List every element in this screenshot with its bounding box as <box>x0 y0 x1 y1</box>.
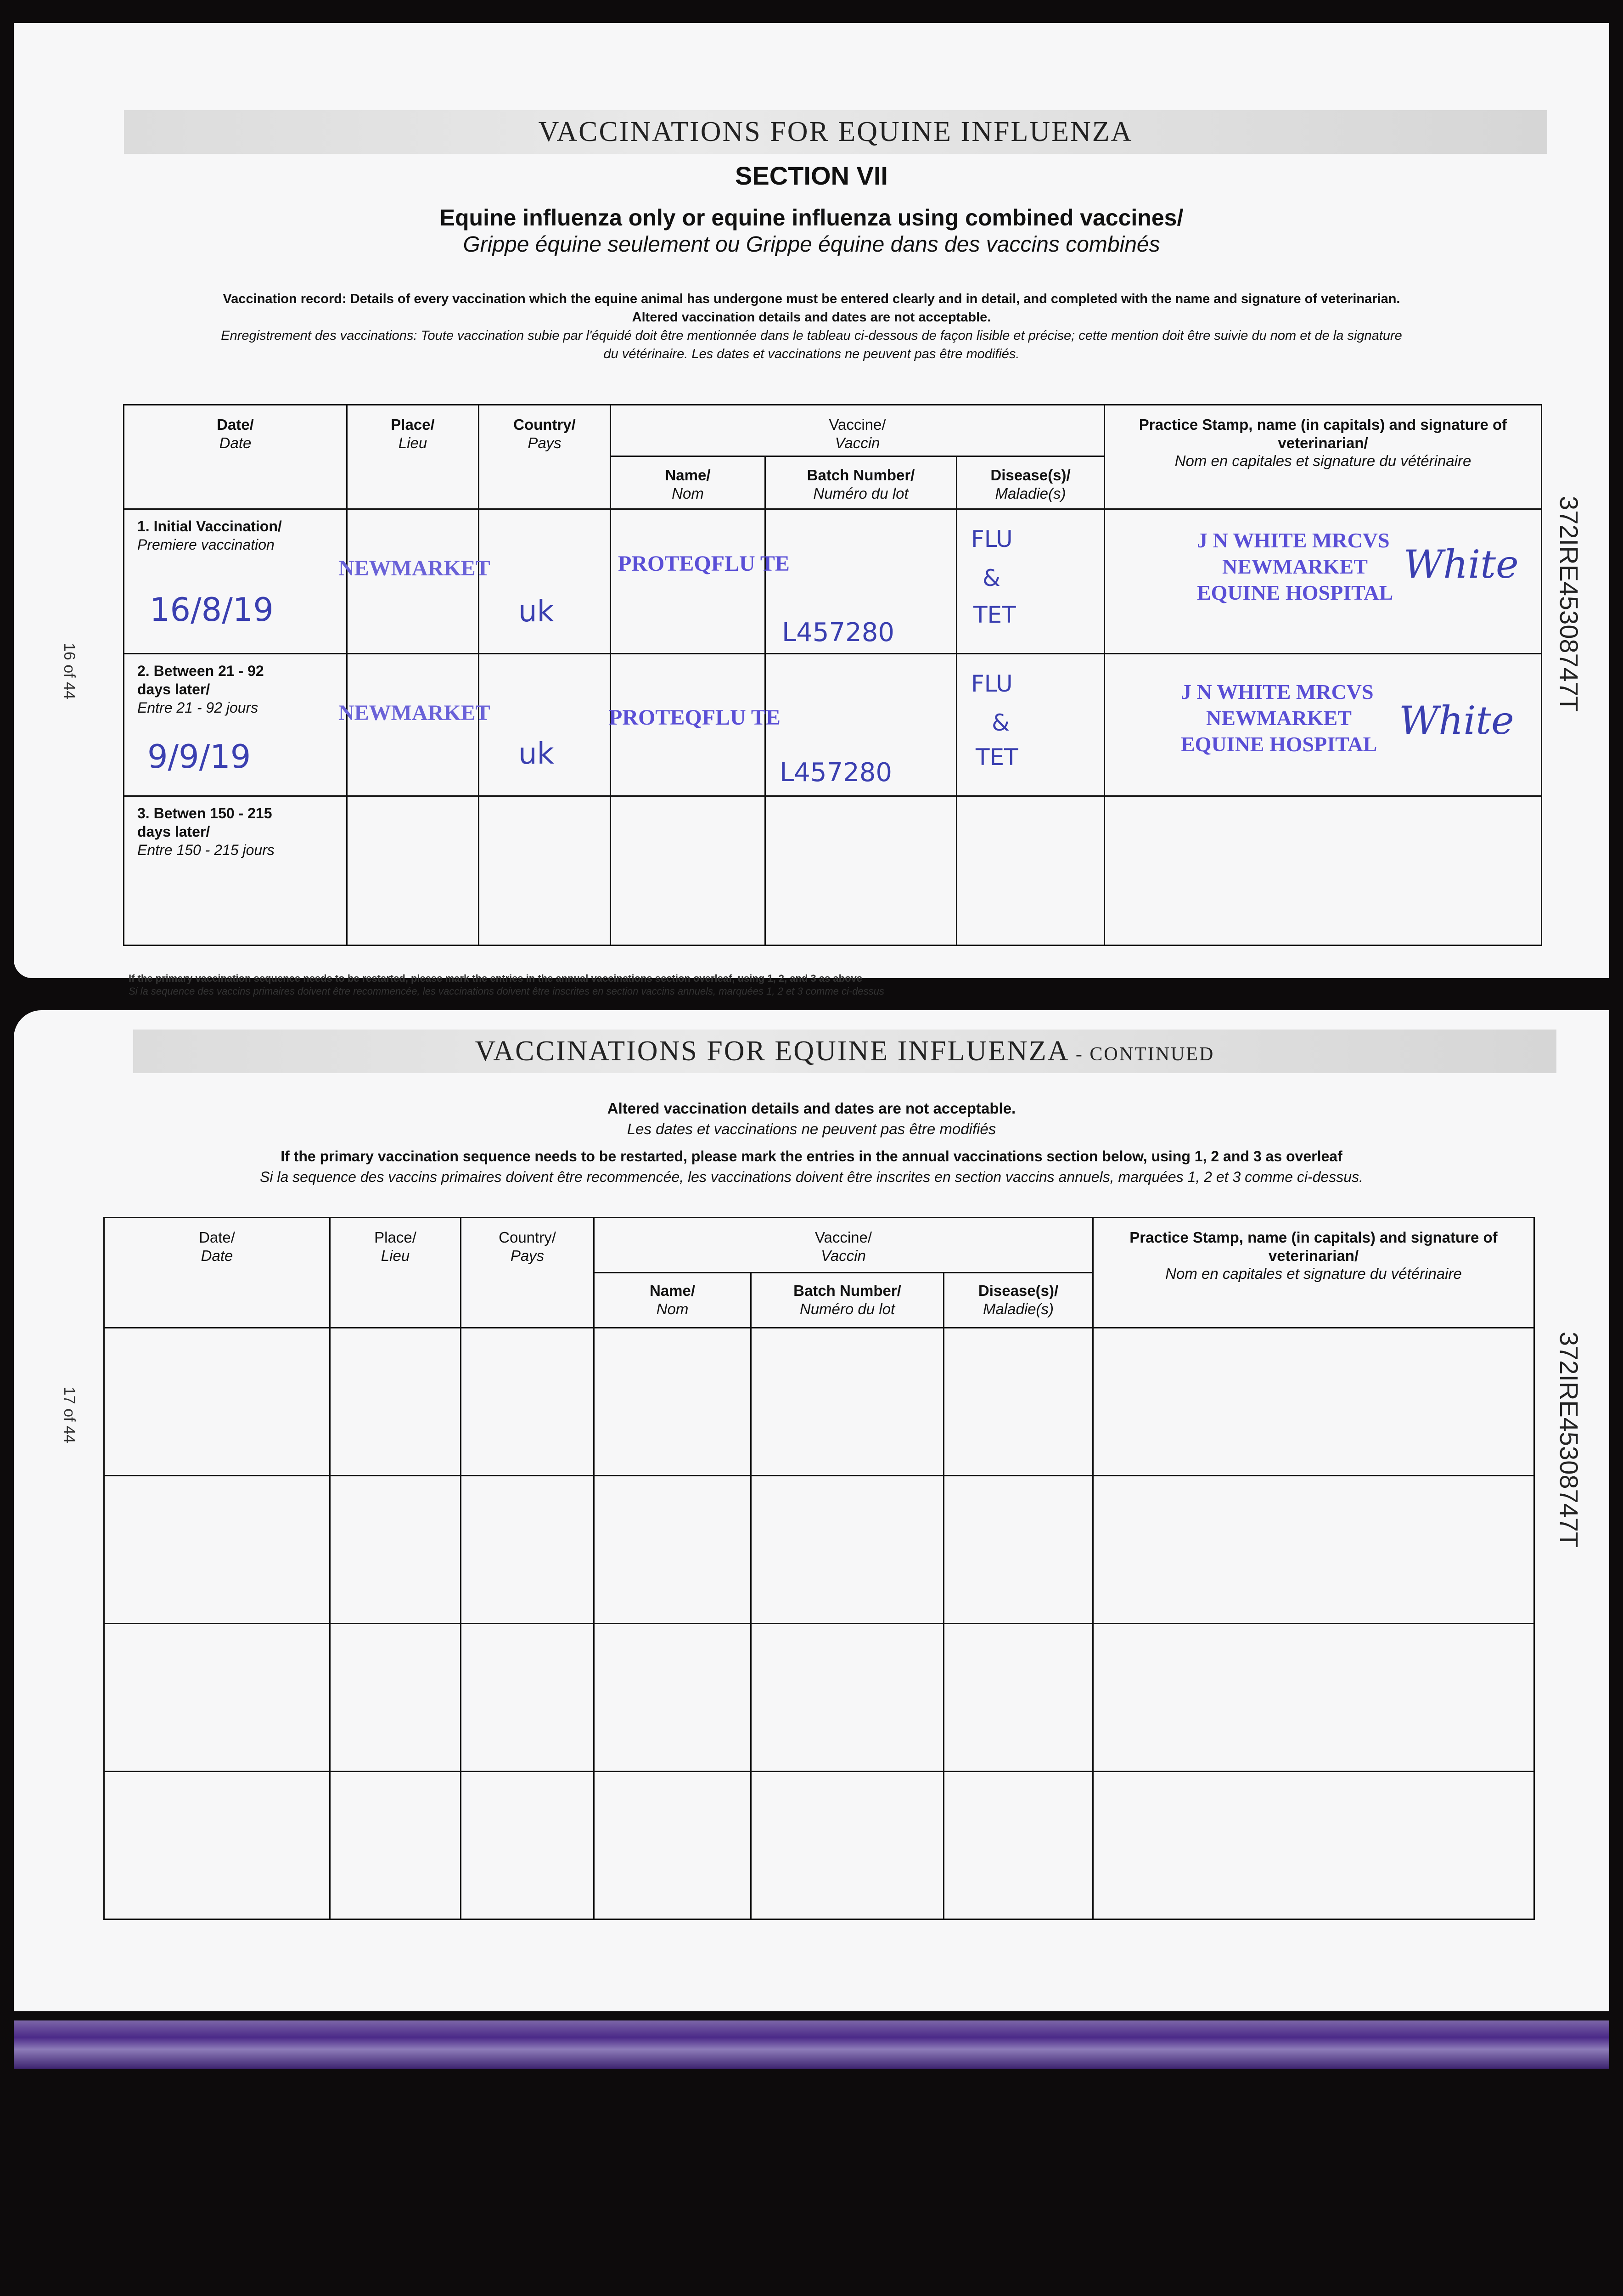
page-number: 17 of 44 <box>61 1387 78 1443</box>
empty-cell <box>461 1772 594 1919</box>
header-date: Date/ Date <box>104 1218 330 1328</box>
country-handwritten: uk <box>518 595 554 629</box>
empty-cell <box>330 1772 461 1919</box>
empty-cell <box>944 1328 1093 1476</box>
subtitle-en: Equine influenza only or equine influenza using combined vaccines/ <box>439 205 1184 231</box>
country-handwritten: uk <box>518 737 554 771</box>
empty-cell <box>330 1328 461 1476</box>
empty-cell <box>1093 1772 1534 1919</box>
empty-cell <box>1093 1476 1534 1624</box>
empty-cell <box>1093 1624 1534 1772</box>
header-vaccine: Vaccine/ Vaccin <box>594 1218 1093 1273</box>
disease-handwritten-2: & <box>983 565 1000 591</box>
disease-cell <box>957 654 1105 796</box>
country-cell <box>479 796 611 945</box>
page2-banner <box>133 1030 1556 1073</box>
empty-cell <box>104 1624 330 1772</box>
footnote-fr: Si la sequence des vaccins primaires doivent être recommencée, les vaccinations doivent être inscrites en section vaccins annuels, marquées 1, 2 et 3 comme ci-dessus <box>129 985 884 997</box>
page-16 <box>14 23 1609 997</box>
restart-notice-en: If the primary vaccination sequence needs to be restarted, please mark the entries in the annual vaccinations section below, using 1, 2 and 3 as overleaf <box>281 1148 1342 1165</box>
empty-cell <box>594 1772 751 1919</box>
empty-cell <box>461 1476 594 1624</box>
disease-handwritten-3: TET <box>973 602 1016 628</box>
vaccine-name-cell <box>609 654 781 796</box>
empty-cell <box>751 1476 944 1624</box>
restart-notice-fr: Si la sequence des vaccins primaires doivent être recommencée, les vaccinations doivent être inscrites en section vaccins annuels, marquées 1, 2 et 3 comme ci-dessus. <box>260 1169 1363 1185</box>
table-row <box>104 1476 1534 1624</box>
vaccine-name-stamp: PROTEQFLU TE <box>618 551 790 576</box>
header-vaccine-name: Name/ Nom <box>594 1273 751 1328</box>
empty-cell <box>751 1772 944 1919</box>
table-row <box>104 1772 1534 1919</box>
practice-stamp-cell <box>1105 796 1542 945</box>
table-row <box>104 1328 1534 1476</box>
book-binding-strip <box>14 2020 1609 2069</box>
disease-cell <box>957 509 1105 654</box>
passport-id-code: 372IRE45308747T <box>1555 496 1584 712</box>
place-cell <box>347 796 479 945</box>
table-row <box>104 1624 1534 1772</box>
disease-handwritten-1: FLU <box>971 526 1013 552</box>
batch-cell <box>765 654 957 796</box>
header-vaccine-name: Name/ Nom <box>611 456 765 509</box>
empty-cell <box>104 1328 330 1476</box>
empty-cell <box>104 1772 330 1919</box>
altered-notice-en: Altered vaccination details and dates are not acceptable. <box>607 1100 1016 1117</box>
header-country: Country/ Pays <box>479 405 611 509</box>
vaccine-name-stamp: PROTEQFLU TE <box>609 705 781 730</box>
empty-cell <box>944 1772 1093 1919</box>
place-stamp: NEWMARKET <box>338 701 490 725</box>
place-cell <box>338 654 490 796</box>
vet-stamp-line-2: NEWMARKET <box>1222 555 1368 578</box>
header-diseases: Disease(s)/ Maladie(s) <box>944 1273 1093 1328</box>
table-row <box>124 509 1542 654</box>
header-batch-number: Batch Number/ Numéro du lot <box>751 1273 944 1328</box>
batch-handwritten: L457280 <box>780 758 892 788</box>
batch-cell <box>765 509 957 654</box>
vaccination-table-primary <box>123 404 1542 946</box>
passport-id-code: 372IRE45308747T <box>1555 1332 1584 1548</box>
date-handwritten: 16/8/19 <box>150 591 274 629</box>
header-place: Place/ Lieu <box>347 405 479 509</box>
altered-notice-fr: Les dates et vaccinations ne peuvent pas être modifiés <box>627 1120 996 1137</box>
place-stamp: NEWMARKET <box>338 556 490 580</box>
header-vaccine: Vaccine/ Vaccin <box>611 405 1105 456</box>
vet-signature: White <box>1399 698 1514 743</box>
batch-cell <box>765 796 957 945</box>
record-text-en-1: Vaccination record: Details of every vaccination which the equine animal has undergone must be entered clearly and in detail, and completed with the name and signature of veterinarian. <box>223 292 1400 306</box>
empty-cell <box>1093 1328 1534 1476</box>
disease-cell <box>957 796 1105 945</box>
record-text-fr-2: du vétérinaire. Les dates et vaccinations ne peuvent pas être modifiés. <box>603 347 1020 361</box>
header-country: Country/ Pays <box>461 1218 594 1328</box>
vet-stamp-line-1: J N WHITE MRCVS <box>1181 680 1374 703</box>
row-label: 1. Initial Vaccination/ Premiere vaccination 16/8/19 <box>124 509 347 654</box>
header-diseases: Disease(s)/ Maladie(s) <box>957 456 1105 509</box>
disease-handwritten-2: & <box>992 709 1010 736</box>
practice-stamp-cell <box>1105 654 1542 796</box>
header-practice-stamp: Practice Stamp, name (in capitals) and signature of veterinarian/ Nom en capitales et signature du vétérinaire <box>1105 405 1542 509</box>
page1-banner <box>124 110 1547 154</box>
vet-stamp-line-3: EQUINE HOSPITAL <box>1181 732 1377 756</box>
disease-handwritten-3: TET <box>976 744 1018 771</box>
section-title: SECTION VII <box>735 161 888 190</box>
empty-cell <box>594 1328 751 1476</box>
empty-cell <box>104 1476 330 1624</box>
empty-cell <box>330 1624 461 1772</box>
subtitle-fr: Grippe équine seulement ou Grippe équine dans des vaccins combinés <box>463 232 1160 257</box>
vet-stamp-line-1: J N WHITE MRCVS <box>1197 529 1390 552</box>
empty-cell <box>944 1476 1093 1624</box>
vet-stamp-line-2: NEWMARKET <box>1206 706 1352 730</box>
record-text-en-2: Altered vaccination details and dates are not acceptable. <box>632 310 991 325</box>
vaccine-name-cell <box>611 509 790 654</box>
country-cell <box>479 509 611 654</box>
empty-cell <box>751 1624 944 1772</box>
vet-stamp-line-3: EQUINE HOSPITAL <box>1197 581 1393 604</box>
page1-banner-title: VACCINATIONS FOR EQUINE INFLUENZA <box>538 116 1133 147</box>
header-place: Place/ Lieu <box>330 1218 461 1328</box>
vaccine-name-cell <box>611 796 765 945</box>
empty-cell <box>751 1328 944 1476</box>
practice-stamp-cell <box>1105 509 1542 654</box>
place-cell <box>338 509 490 654</box>
header-practice-stamp: Practice Stamp, name (in capitals) and signature of veterinarian/ Nom en capitales et signature du vétérinaire <box>1093 1218 1534 1328</box>
empty-cell <box>330 1476 461 1624</box>
date-handwritten: 9/9/19 <box>147 738 251 776</box>
vaccination-table-continued <box>103 1217 1535 1920</box>
empty-cell <box>461 1624 594 1772</box>
record-text-fr-1: Enregistrement des vaccinations: Toute vaccination subie par l'équidé doit être mentionnée dans le tableau ci-dessous de façon lisible et précise; cette mention doit être suivie du nom et de la signature <box>221 328 1402 343</box>
row-label: 2. Between 21 - 92 days later/ Entre 21 - 92 jours 9/9/19 <box>124 654 347 796</box>
empty-cell <box>944 1624 1093 1772</box>
batch-handwritten: L457280 <box>782 618 894 647</box>
empty-cell <box>461 1328 594 1476</box>
page-number: 16 of 44 <box>61 643 78 699</box>
vet-signature: White <box>1404 542 1519 587</box>
row-label: 3. Betwen 150 - 215 days later/ Entre 150 - 215 jours <box>124 796 347 945</box>
header-date: Date/ Date <box>124 405 347 509</box>
empty-cell <box>594 1476 751 1624</box>
empty-cell <box>594 1624 751 1772</box>
page2-banner-title: VACCINATIONS FOR EQUINE INFLUENZA - CONTINUED <box>475 1035 1215 1067</box>
table-row <box>124 796 1542 945</box>
disease-handwritten-1: FLU <box>971 670 1013 697</box>
footnote-en: If the primary vaccination sequence needs to be restarted, please mark the entries in the annual vaccinations section overleaf, using 1, 2, and 3 as above <box>129 973 863 984</box>
country-cell <box>479 654 611 796</box>
table-row <box>124 654 1542 796</box>
page-17 <box>14 1010 1609 2011</box>
header-batch-number: Batch Number/ Numéro du lot <box>765 456 957 509</box>
